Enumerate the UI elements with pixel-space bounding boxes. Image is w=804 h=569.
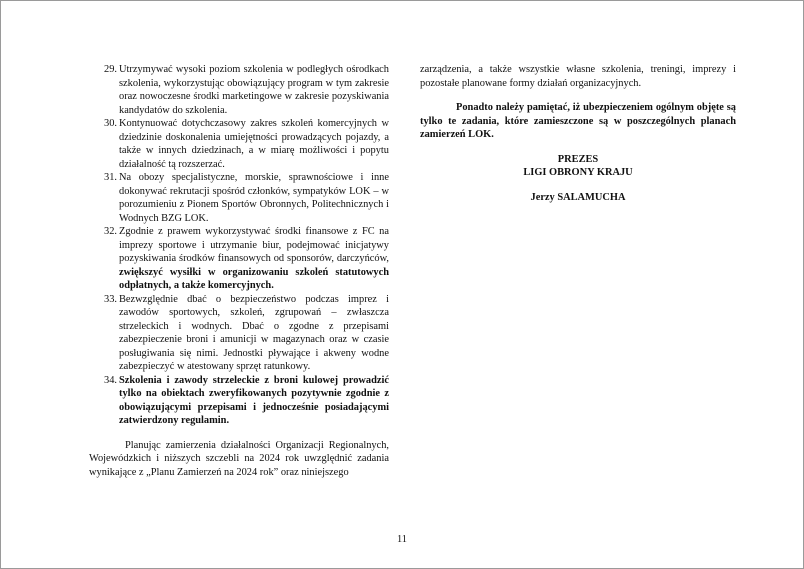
item-number: 31. — [104, 172, 117, 183]
item-text-emphasis: Szkolenia i zawody strzeleckie z broni kulowej prowadzić tylko na obiektach zweryfikowanych pozytywnie zgodnie z obowiązującymi przepisami i jednocześnie posiadającymi zatwierdzony regulamin. — [119, 374, 389, 426]
page-number: 11 — [396, 534, 407, 545]
list-item — [89, 117, 389, 171]
left-column — [89, 63, 389, 479]
item-number: 29. — [104, 64, 117, 75]
item-text: Na obozy specjalistyczne, morskie, sprawnościowe i inne dokonywać rekrutacji spośród członków, sympatyków LOK – w porozumieniu z Pionem Sportów Obronnych, Politechnicznych i Wodnych BZG LOK. — [119, 172, 389, 224]
item-text: Bezwzględnie dbać o bezpieczeństwo podczas imprez i zawodów sportowych, szkoleń, zgrupowań – zwłaszcza strzeleckich i wodnych. Dbać o zgodne z przepisami zabezpieczenie broni i amunicji w magazynach oraz w czasie posługiwania się nimi. Jednostki pływające i akweny wodne zabezpieczyć w atestowany sprzęt ratunkowy. — [119, 293, 389, 372]
task-list — [89, 63, 389, 428]
item-number: 33. — [104, 293, 117, 305]
list-item — [89, 171, 389, 225]
item-number: 34. — [104, 374, 117, 386]
item-number: 32. — [104, 226, 117, 237]
signature-name: Jerzy SALAMUCHA — [530, 191, 626, 203]
right-column — [420, 63, 736, 204]
item-number: 30. — [104, 118, 117, 129]
item-text: Kontynuować dotychczasowy zakres szkoleń komercyjnych w dziedzinie doskonalenia umiejętności prowadzących pojazdy, a także w innych dziedzinach, a w miarę możliwości i popytu działalność tą rozszerzać. — [119, 118, 389, 170]
spacer — [420, 142, 736, 153]
list-item — [89, 374, 389, 428]
list-item — [89, 225, 389, 293]
signature-title-line1: PREZES — [557, 153, 599, 165]
spacer — [89, 428, 389, 439]
spacer — [420, 90, 736, 101]
item-text: Zgodnie z prawem wykorzystywać środki finansowe z FC na imprezy sportowe i utrzymanie biur, podejmować inicjatywy pozyskiwania środków finansowych od sponsorów, darczyńców, — [119, 226, 389, 264]
item-text-emphasis: zwiększyć wysiłki w organizowaniu szkoleń statutowych odpłatnych, a także komercyjnych. — [119, 266, 389, 291]
list-item — [89, 293, 389, 374]
insurance-notice: Ponadto należy pamiętać, iż ubezpieczeniem ogólnym objęte są tylko te zadania, które zamieszczone są w poszczególnych planach zamierzeń LOK. — [420, 102, 736, 140]
item-text: Utrzymywać wysoki poziom szkolenia w podległych ośrodkach szkolenia, wykorzystując obowiązujący program w tym zakresie oraz nowoczesne środki marketingowe w zakresie pozyskiwania kandydatów do szkolenia. — [119, 64, 389, 116]
spacer — [420, 180, 736, 191]
continuation-paragraph: zarządzenia, a także wszystkie własne szkolenia, treningi, imprezy i pozostałe planowane formy działań organizacyjnych. — [420, 64, 736, 89]
closing-paragraph: Planując zamierzenia działalności Organizacji Regionalnych, Wojewódzkich i niższych szczebli na 2024 rok uwzględnić zadania wynikające z „Planu Zamierzeń na 2024 rok” oraz niniejszego — [89, 439, 389, 478]
list-item — [89, 63, 389, 117]
signature-title-line2: LIGI OBRONY KRAJU — [523, 167, 633, 178]
